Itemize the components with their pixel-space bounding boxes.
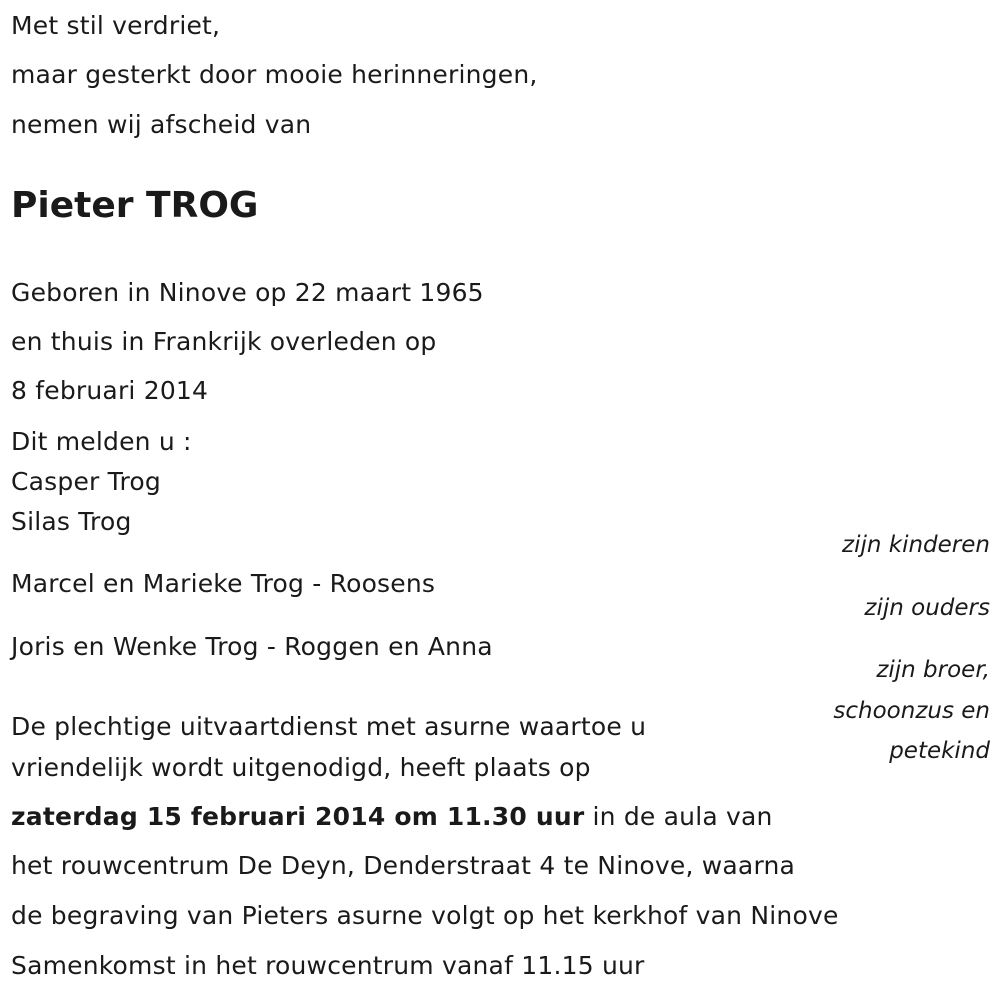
- service-line-5: de begraving van Pieters asurne volgt op het kerkhof van Ninove: [11, 901, 839, 930]
- siblings-relation-2: schoonzus en: [833, 698, 990, 724]
- service-date-line: [11, 802, 773, 832]
- born-line: Geboren in Ninove op 22 maart 1965: [11, 278, 484, 307]
- service-line-1: De plechtige uitvaartdienst met asurne waartoe u: [11, 712, 647, 741]
- died-line-2: 8 februari 2014: [11, 376, 209, 405]
- siblings-relation-1: zijn broer,: [876, 657, 990, 683]
- died-line-1: en thuis in Frankrijk overleden op: [11, 327, 437, 356]
- children-relation: zijn kinderen: [842, 532, 990, 558]
- service-line-4: het rouwcentrum De Deyn, Denderstraat 4 te Ninove, waarna: [11, 851, 796, 880]
- siblings-line: Joris en Wenke Trog - Roggen en Anna: [11, 632, 493, 661]
- service-line-2: vriendelijk wordt uitgenodigd, heeft plaats op: [11, 753, 591, 782]
- siblings-relation-3: petekind: [889, 738, 990, 764]
- deceased-name: Pieter TROG: [11, 185, 259, 226]
- intro-line-3: nemen wij afscheid van: [11, 110, 312, 139]
- service-date-bold: zaterdag 15 februari 2014 om 11.30 uur: [11, 802, 585, 831]
- child-name-1: Casper Trog: [11, 467, 161, 496]
- parents-line: Marcel en Marieke Trog - Roosens: [11, 569, 436, 598]
- parents-relation: zijn ouders: [864, 595, 990, 621]
- service-line-6: Samenkomst in het rouwcentrum vanaf 11.15 uur: [11, 951, 645, 980]
- service-date-rest: in de aula van: [584, 802, 773, 831]
- child-name-2: Silas Trog: [11, 507, 132, 536]
- intro-line-1: Met stil verdriet,: [11, 11, 221, 40]
- announce-line: Dit melden u :: [11, 427, 192, 456]
- intro-line-2: maar gesterkt door mooie herinneringen,: [11, 60, 538, 89]
